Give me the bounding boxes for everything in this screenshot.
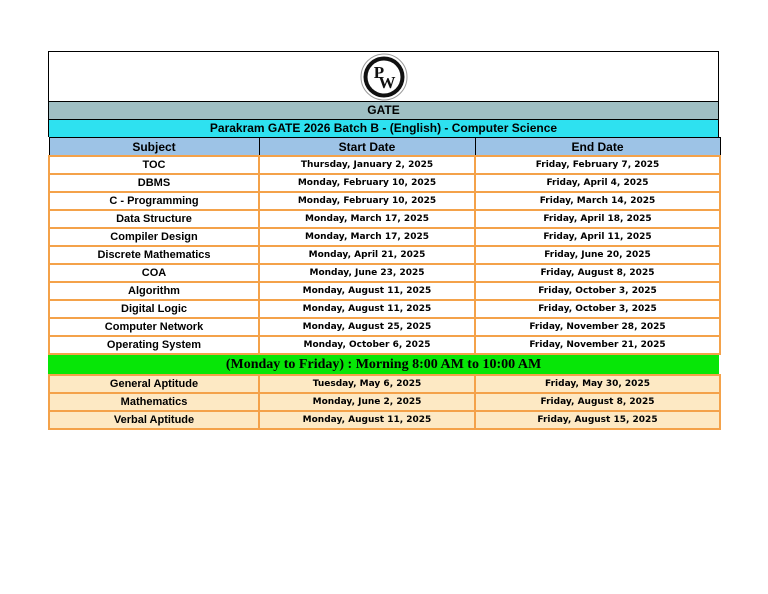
start-date-cell: Monday, August 25, 2025: [259, 318, 475, 336]
table-row: [49, 264, 720, 282]
table-row: [49, 210, 720, 228]
end-date-cell: Friday, November 28, 2025: [475, 318, 720, 336]
start-date-cell: Monday, August 11, 2025: [259, 300, 475, 318]
schedule-sheet: [48, 51, 719, 430]
start-date-cell: Monday, March 17, 2025: [259, 228, 475, 246]
table-row: [49, 282, 720, 300]
table-row: [49, 411, 720, 429]
start-date-cell: Thursday, January 2, 2025: [259, 156, 475, 174]
end-date-cell: Friday, February 7, 2025: [475, 156, 720, 174]
subject-cell: Algorithm: [49, 282, 259, 300]
end-date-cell: Friday, August 8, 2025: [475, 393, 720, 411]
end-date-cell: Friday, August 8, 2025: [475, 264, 720, 282]
start-date-cell: Monday, June 2, 2025: [259, 393, 475, 411]
table-row: [49, 156, 720, 174]
column-header-subject: Subject: [49, 138, 259, 157]
subject-cell: Operating System: [49, 336, 259, 354]
start-date-cell: Monday, April 21, 2025: [259, 246, 475, 264]
end-date-cell: Friday, April 18, 2025: [475, 210, 720, 228]
subject-cell: Verbal Aptitude: [49, 411, 259, 429]
table-row: [49, 192, 720, 210]
table-row: [49, 393, 720, 411]
subject-cell: Discrete Mathematics: [49, 246, 259, 264]
table-header-row: [49, 138, 720, 157]
schedule-table: [48, 137, 721, 355]
end-date-cell: Friday, August 15, 2025: [475, 411, 720, 429]
end-date-cell: Friday, June 20, 2025: [475, 246, 720, 264]
start-date-cell: Monday, June 23, 2025: [259, 264, 475, 282]
subject-cell: Mathematics: [49, 393, 259, 411]
batch-title: Parakram GATE 2026 Batch B - (English) - Computer Science: [48, 119, 719, 137]
start-date-cell: Monday, August 11, 2025: [259, 411, 475, 429]
aptitude-table: [48, 374, 721, 430]
subject-cell: General Aptitude: [49, 375, 259, 393]
end-date-cell: Friday, May 30, 2025: [475, 375, 720, 393]
start-date-cell: Monday, February 10, 2025: [259, 192, 475, 210]
subject-cell: TOC: [49, 156, 259, 174]
table-row: [49, 246, 720, 264]
subject-cell: COA: [49, 264, 259, 282]
column-header-start-date: Start Date: [259, 138, 475, 157]
start-date-cell: Monday, March 17, 2025: [259, 210, 475, 228]
logo-row: [48, 51, 719, 101]
start-date-cell: Tuesday, May 6, 2025: [259, 375, 475, 393]
end-date-cell: Friday, November 21, 2025: [475, 336, 720, 354]
end-date-cell: Friday, April 11, 2025: [475, 228, 720, 246]
aptitude-body: [49, 375, 720, 429]
pw-logo-w: W: [378, 72, 395, 92]
table-row: [49, 300, 720, 318]
start-date-cell: Monday, October 6, 2025: [259, 336, 475, 354]
pw-logo-p: P: [373, 62, 384, 82]
table-row: [49, 228, 720, 246]
end-date-cell: Friday, March 14, 2025: [475, 192, 720, 210]
table-row: [49, 336, 720, 354]
end-date-cell: Friday, October 3, 2025: [475, 300, 720, 318]
table-row: [49, 174, 720, 192]
subject-cell: DBMS: [49, 174, 259, 192]
subject-cell: Digital Logic: [49, 300, 259, 318]
subjects-body: [49, 156, 720, 354]
table-row: [49, 318, 720, 336]
table-row: [49, 375, 720, 393]
column-header-end-date: End Date: [475, 138, 720, 157]
start-date-cell: Monday, August 11, 2025: [259, 282, 475, 300]
subject-cell: C - Programming: [49, 192, 259, 210]
start-date-cell: Monday, February 10, 2025: [259, 174, 475, 192]
subject-cell: Computer Network: [49, 318, 259, 336]
subject-cell: Compiler Design: [49, 228, 259, 246]
end-date-cell: Friday, October 3, 2025: [475, 282, 720, 300]
end-date-cell: Friday, April 4, 2025: [475, 174, 720, 192]
pw-logo: [360, 53, 408, 101]
gate-band: GATE: [48, 101, 719, 119]
subject-cell: Data Structure: [49, 210, 259, 228]
timing-band: (Monday to Friday) : Morning 8:00 AM to 10:00 AM: [48, 355, 719, 374]
